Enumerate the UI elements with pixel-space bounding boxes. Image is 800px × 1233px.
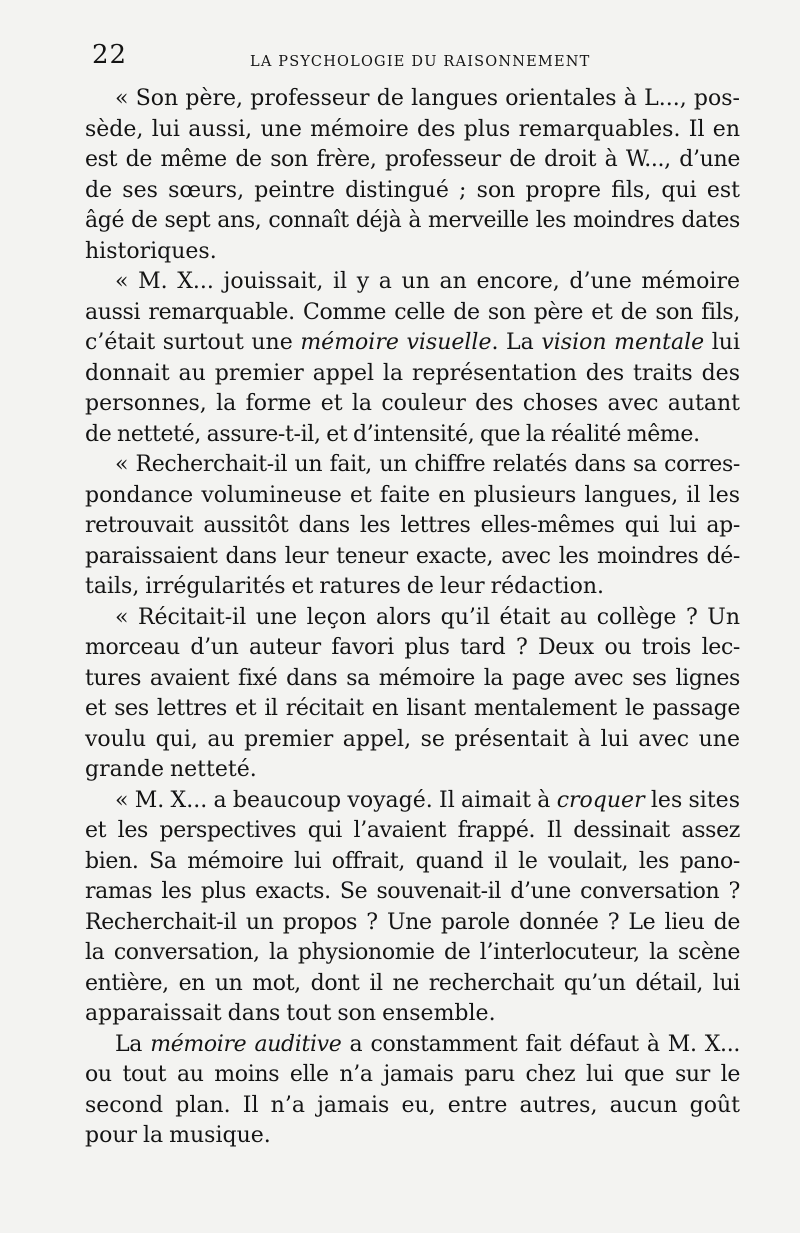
text-line: voulu qui, au premier appel, se présentait à lui avec une xyxy=(85,726,740,752)
italic-term: vision mentale xyxy=(541,330,705,355)
text-line: ramas les plus exacts. Se souvenait-il d’une conversation ? xyxy=(85,879,740,904)
text-line: paraissaient dans leur teneur exacte, avec les moindres dé- xyxy=(85,543,740,569)
text-line: est de même de son frère, professeur de droit à W..., d’une xyxy=(85,147,740,172)
text-line: « Récitait-il une leçon alors qu’il était au collège ? Un xyxy=(115,604,740,630)
text-line: « M. X... jouissait, il y a un an encore, d’une mémoire xyxy=(115,269,740,294)
text-line: historiques. xyxy=(85,238,217,264)
paragraph-1 xyxy=(85,84,740,267)
text-line: donnait au premier appel la représentation des traits des xyxy=(85,360,740,386)
text-line: « Recherchait-il un fait, un chiffre relatés dans sa corres- xyxy=(115,452,740,477)
text-line xyxy=(85,786,740,817)
text-line: Recherchait-il un propos ? Une parole donnée ? Le lieu de xyxy=(85,909,740,935)
running-title: LA PSYCHOLOGIE DU RAISONNEMENT xyxy=(250,54,591,70)
text-line: morceau d’un auteur favori plus tard ? Deux ou trois lec- xyxy=(85,635,740,660)
text-line: entière, en un mot, dont il ne recherchait qu’un détail, lui xyxy=(85,970,740,996)
text-line: pondance volumineuse et faite en plusieurs langues, il les xyxy=(85,482,740,508)
text-run: c’était surtout une xyxy=(85,330,301,355)
paragraph-6 xyxy=(85,1030,740,1152)
text-line xyxy=(85,328,740,359)
text-line: et ses lettres et il récitait en lisant mentalement le passage xyxy=(85,696,740,721)
text-run: La xyxy=(115,1031,151,1057)
paragraph-4 xyxy=(85,603,740,786)
text-line: personnes, la forme et la couleur des choses avec autant xyxy=(85,391,740,416)
text-line: apparaissait dans tout son ensemble. xyxy=(85,1001,496,1026)
text-line: pour la musique. xyxy=(85,1123,271,1148)
text-run: les sites xyxy=(644,787,740,813)
text-line xyxy=(85,1030,740,1061)
text-line: tures avaient fixé dans sa mémoire la page avec ses lignes xyxy=(85,665,740,691)
text-line: « Son père, professeur de langues orientales à L..., pos- xyxy=(115,86,740,111)
paragraph-2 xyxy=(85,267,740,450)
text-line: âgé de sept ans, connaît déjà à merveille les moindres dates xyxy=(85,208,740,233)
italic-term: mémoire auditive xyxy=(150,1031,342,1057)
paragraph-5 xyxy=(85,786,740,1030)
text-line: grande netteté. xyxy=(85,757,257,782)
page-body xyxy=(85,84,740,1152)
text-line: la conversation, la physionomie de l’interlocuteur, la scène xyxy=(85,940,740,965)
text-line: tails, irrégularités et ratures de leur rédaction. xyxy=(85,574,604,599)
text-line: de netteté, assure-t-il, et d’intensité, que la réalité même. xyxy=(85,421,700,447)
paragraph-3 xyxy=(85,450,740,603)
text-line: second plan. Il n’a jamais eu, entre autres, aucun goût xyxy=(85,1092,740,1118)
italic-term: mémoire visuelle xyxy=(300,330,492,355)
text-line: bien. Sa mémoire lui offrait, quand il le voulait, les pano- xyxy=(85,848,740,874)
text-run: « M. X... a beaucoup voyagé. Il aimait à xyxy=(115,787,557,813)
page-number: 22 xyxy=(92,40,128,70)
text-line: sède, lui aussi, une mémoire des plus remarquables. Il en xyxy=(85,116,740,142)
text-line: et les perspectives qui l’avaient frappé. Il dessinait assez xyxy=(85,818,740,843)
text-line: ou tout au moins elle n’a jamais paru chez lui que sur le xyxy=(85,1062,740,1087)
text-run: a constamment fait défaut à M. X... xyxy=(341,1031,740,1057)
italic-term: croquer xyxy=(556,787,645,813)
text-line: retrouvait aussitôt dans les lettres elles-mêmes qui lui ap- xyxy=(85,513,740,538)
text-line: de ses sœurs, peintre distingué ; son propre fils, qui est xyxy=(85,177,740,203)
text-run: . La xyxy=(491,330,542,355)
text-line: aussi remarquable. Comme celle de son père et de son fils, xyxy=(85,299,740,325)
text-run: lui xyxy=(704,330,740,355)
page-header xyxy=(92,40,742,80)
